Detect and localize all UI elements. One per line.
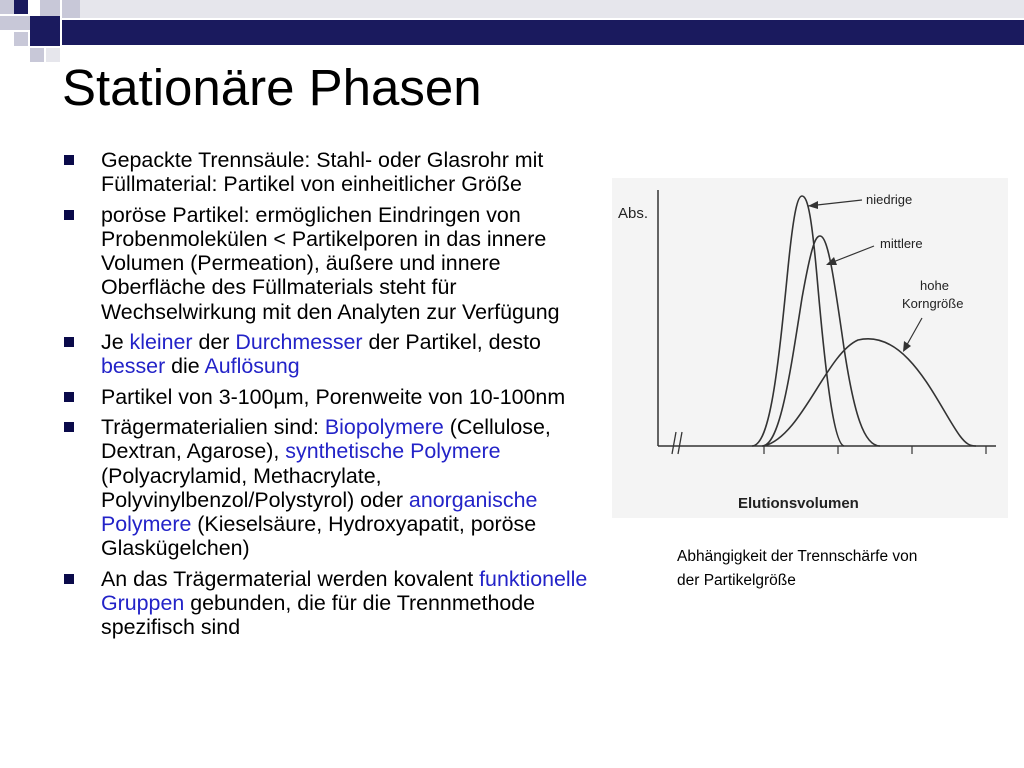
bullet-text: gebunden, die für die Trennmethode spezifisch sind: [101, 591, 536, 640]
bullet-text: Trägermaterialien sind:: [101, 414, 325, 439]
highlighted-term: anorganische Polymere: [101, 487, 538, 537]
label-niedrige: niedrige: [866, 192, 913, 207]
deco-square: [46, 48, 60, 62]
bullet-item: [58, 385, 610, 409]
deco-square: [14, 0, 28, 14]
bullet-marker-icon: [64, 337, 74, 347]
deco-square: [30, 48, 44, 62]
highlighted-term: besser: [101, 354, 166, 379]
bullet-text: der: [192, 330, 236, 355]
label-korngroesse: Korngröße: [902, 296, 964, 311]
bullet-text: (Cellulose, Dextran, Agarose),: [101, 414, 551, 464]
bullet-text: die: [165, 354, 205, 379]
bullet-marker-icon: [64, 422, 74, 432]
bullet-item: [58, 415, 610, 561]
bullet-marker-icon: [64, 210, 74, 220]
deco-square: [0, 0, 14, 14]
bullet-text: Gepackte Trennsäule: Stahl- oder Glasrohr mit Füllmaterial: Partikel von einheitlicher Größe: [101, 148, 544, 197]
label-mittlere: mittlere: [880, 236, 923, 251]
highlighted-term: synthetische Polymere: [285, 439, 501, 464]
bullet-item: [58, 567, 610, 640]
highlighted-term: Biopolymere: [324, 414, 444, 439]
slide-title: Stationäre Phasen: [62, 59, 482, 116]
y-axis-label: Abs.: [618, 205, 649, 222]
highlighted-term: Durchmesser: [235, 330, 363, 355]
deco-square: [62, 0, 80, 18]
figure-caption: Abhängigkeit der Trennschärfe von der Partikelgröße: [677, 548, 918, 589]
figure-background: [612, 178, 1008, 518]
bullet-marker-icon: [64, 392, 74, 402]
bullet-list: [58, 148, 610, 646]
bullet-item: [58, 203, 610, 324]
bullet-text: poröse Partikel: ermöglichen Eindringen von Probenmolekülen < Partikelporen in das innere Volumen (Permeation), äußere und innere Oberfläche des Füllmaterials steht für Wechselwirkung mit den Analyten zur Verfügung: [101, 202, 560, 324]
deco-square: [30, 16, 60, 46]
bullet-item: [58, 330, 610, 379]
bullet-marker-icon: [64, 155, 74, 165]
deco-square: [14, 32, 28, 46]
bullet-text: der Partikel, desto: [362, 330, 541, 355]
bullet-text: An das Trägermaterial werden kovalent: [101, 566, 480, 591]
bullet-text: Partikel von 3-100µm, Porenweite von 10-100nm: [101, 384, 566, 409]
highlighted-term: funktionelle Gruppen: [101, 566, 588, 616]
label-hohe: hohe: [920, 278, 949, 293]
bullet-text: (Polyacrylamid, Methacrylate, Polyvinylbenzol/Polystyrol) oder: [101, 463, 409, 512]
highlighted-term: Auflösung: [204, 354, 300, 379]
bullet-marker-icon: [64, 574, 74, 584]
bullet-text: (Kieselsäure, Hydroxyapatit, poröse Glaskügelchen): [101, 512, 537, 561]
x-axis-label: Elutionsvolumen: [738, 495, 859, 512]
highlighted-term: kleiner: [129, 330, 193, 355]
deco-bar: [80, 0, 1024, 18]
deco-bar: [62, 20, 1024, 45]
chromatogram-figure: [612, 178, 1008, 518]
bullet-item: [58, 148, 610, 197]
deco-square: [0, 16, 30, 30]
bullet-text: Je: [101, 330, 130, 355]
